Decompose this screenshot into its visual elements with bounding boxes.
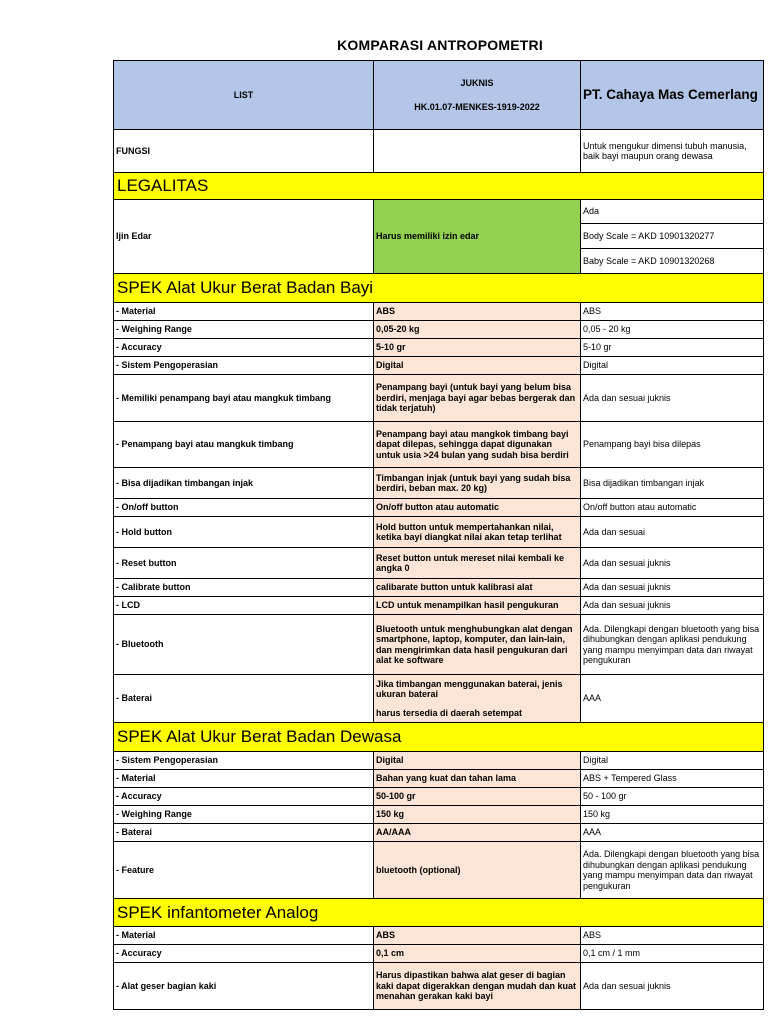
row-juknis: Penampang bayi (untuk bayi yang belum bisa berdiri, menjaga bayi agar bebas bergerak dan tidak terjatuh) (374, 375, 581, 422)
table-row (114, 517, 764, 548)
row-label: - Material (114, 770, 374, 788)
header-juknis-title: JUKNIS (460, 78, 494, 88)
row-label: - Baterai (114, 675, 374, 723)
row-label: - Weighing Range (114, 806, 374, 824)
table-row (114, 824, 764, 842)
row-label: - Material (114, 927, 374, 945)
row-juknis: Harus memiliki izin edar (374, 200, 581, 274)
row-label: - Reset button (114, 548, 374, 579)
row-vendor: ABS (581, 303, 764, 321)
row-vendor: ABS (581, 927, 764, 945)
row-label: - Baterai (114, 824, 374, 842)
row-juknis: Harus dipastikan bahwa alat geser di bagian kaki dapat digerakkan dengan mudah dan kuat menahan gerakan kaki bayi (374, 963, 581, 1010)
row-label: - Sistem Pengoperasian (114, 357, 374, 375)
table-row (114, 499, 764, 517)
table-row (114, 375, 764, 422)
row-vendor: AAA (581, 824, 764, 842)
table-row (114, 579, 764, 597)
row-juknis: On/off button atau automatic (374, 499, 581, 517)
table-row (114, 303, 764, 321)
header-vendor: PT. Cahaya Mas Cemerlang (581, 61, 764, 130)
row-label: - Alat geser bagian kaki (114, 963, 374, 1010)
row-label: - Calibrate button (114, 579, 374, 597)
row-label: - Accuracy (114, 788, 374, 806)
row-juknis: Reset button untuk mereset nilai kembali ke angka 0 (374, 548, 581, 579)
header-juknis (374, 61, 581, 130)
row-vendor: Ada. Dilengkapi dengan bluetooth yang bisa dihubungkan dengan aplikasi pendukung yang mampu menyimpan data dan riwayat pengukuran (581, 842, 764, 899)
row-juknis: Penampang bayi atau mangkok timbang bayi dapat dilepas, sehingga dapat digunakan untuk usia >24 bulan yang sudah bisa berdiri (374, 422, 581, 468)
table-row (114, 788, 764, 806)
row-juknis: 5-10 gr (374, 339, 581, 357)
row-vendor: ABS + Tempered Glass (581, 770, 764, 788)
row-label: - Sistem Pengoperasian (114, 752, 374, 770)
row-juknis: 0,05-20 kg (374, 321, 581, 339)
row-vendor: 150 kg (581, 806, 764, 824)
row-vendor: Penampang bayi bisa dilepas (581, 422, 764, 468)
section-row (114, 173, 764, 200)
row-vendor: Ada dan sesuai juknis (581, 579, 764, 597)
row-vendor: Ada dan sesuai juknis (581, 375, 764, 422)
row-label: - Bluetooth (114, 615, 374, 675)
table-row (114, 422, 764, 468)
row-juknis: 150 kg (374, 806, 581, 824)
header-row (114, 61, 764, 130)
table-row (114, 200, 764, 224)
row-vendor: Ada dan sesuai juknis (581, 963, 764, 1010)
row-vendor: 0,1 cm / 1 mm (581, 945, 764, 963)
section-row (114, 899, 764, 927)
row-vendor: Ada. Dilengkapi dengan bluetooth yang bisa dihubungkan dengan aplikasi pendukung yang mampu menyimpan data dan riwayat pengukuran (581, 615, 764, 675)
row-juknis: Timbangan injak (untuk bayi yang sudah bisa berdiri, beban max. 20 kg) (374, 468, 581, 499)
header-list: LIST (114, 61, 374, 130)
section-title: SPEK Alat Ukur Berat Badan Bayi (114, 274, 764, 303)
row-vendor: Bisa dijadikan timbangan injak (581, 468, 764, 499)
row-label: - Bisa dijadikan timbangan injak (114, 468, 374, 499)
row-juknis: LCD untuk menampilkan hasil pengukuran (374, 597, 581, 615)
header-juknis-code: HK.01.07-MENKES-1919-2022 (414, 101, 540, 112)
row-juknis: 0,1 cm (374, 945, 581, 963)
table-row (114, 806, 764, 824)
row-vendor: 0,05 - 20 kg (581, 321, 764, 339)
row-juknis: AA/AAA (374, 824, 581, 842)
row-juknis: Bahan yang kuat dan tahan lama (374, 770, 581, 788)
row-vendor: Untuk mengukur dimensi tubuh manusia, baik bayi maupun orang dewasa (581, 130, 764, 173)
table-row (114, 927, 764, 945)
section-title: LEGALITAS (114, 173, 764, 200)
section-title: SPEK infantometer Analog (114, 899, 764, 927)
row-label: - Hold button (114, 517, 374, 548)
table-row (114, 615, 764, 675)
section-row (114, 274, 764, 303)
table-row (114, 130, 764, 173)
row-juknis: Digital (374, 752, 581, 770)
row-juknis: Bluetooth untuk menghubungkan alat dengan smartphone, laptop, komputer, dan lain-lain, dan mengirimkan data hasil pengukuran dari alat ke software (374, 615, 581, 675)
table-row (114, 770, 764, 788)
row-vendor: Ada (581, 200, 764, 224)
table-row (114, 357, 764, 375)
row-label: FUNGSI (114, 130, 374, 173)
row-label: Ijin Edar (114, 200, 374, 274)
row-juknis (374, 130, 581, 173)
row-juknis (374, 675, 581, 723)
table-row (114, 468, 764, 499)
section-row (114, 723, 764, 752)
comparison-table (113, 60, 764, 1010)
row-vendor: Ada dan sesuai juknis (581, 548, 764, 579)
row-label: - Penampang bayi atau mangkuk timbang (114, 422, 374, 468)
row-juknis: Hold button untuk mempertahankan nilai, ketika bayi diangkat nilai akan tetap terlihat (374, 517, 581, 548)
table-row (114, 752, 764, 770)
row-juknis: 50-100 gr (374, 788, 581, 806)
row-label: - Accuracy (114, 339, 374, 357)
row-label: - Accuracy (114, 945, 374, 963)
row-juknis: calibarate button untuk kalibrasi alat (374, 579, 581, 597)
baterai-juknis-line-1: Jika timbangan menggunakan baterai, jenis ukuran baterai (376, 678, 563, 700)
row-vendor: Baby Scale = AKD 10901320268 (581, 249, 764, 274)
row-label: - On/off button (114, 499, 374, 517)
row-label: - Weighing Range (114, 321, 374, 339)
row-label: - Memiliki penampang bayi atau mangkuk timbang (114, 375, 374, 422)
row-vendor: 5-10 gr (581, 339, 764, 357)
row-vendor: Digital (581, 752, 764, 770)
table-row (114, 321, 764, 339)
row-juknis: ABS (374, 927, 581, 945)
section-title: SPEK Alat Ukur Berat Badan Dewasa (114, 723, 764, 752)
row-juknis: bluetooth (optional) (374, 842, 581, 899)
table-row (114, 548, 764, 579)
table-row (114, 675, 764, 723)
row-vendor: Ada dan sesuai (581, 517, 764, 548)
row-juknis: Digital (374, 357, 581, 375)
table-row (114, 945, 764, 963)
row-label: - Material (114, 303, 374, 321)
table-row (114, 842, 764, 899)
table-row (114, 339, 764, 357)
row-label: - LCD (114, 597, 374, 615)
baterai-juknis-line-2: harus tersedia di daerah setempat (376, 707, 523, 718)
row-label: - Feature (114, 842, 374, 899)
table-row (114, 963, 764, 1010)
row-vendor: On/off button atau automatic (581, 499, 764, 517)
row-vendor: Ada dan sesuai juknis (581, 597, 764, 615)
row-vendor: 50 - 100 gr (581, 788, 764, 806)
row-vendor: Body Scale = AKD 10901320277 (581, 224, 764, 249)
row-vendor: AAA (581, 675, 764, 723)
table-row (114, 597, 764, 615)
page-title: KOMPARASI ANTROPOMETRI (337, 37, 543, 53)
row-vendor: Digital (581, 357, 764, 375)
row-juknis: ABS (374, 303, 581, 321)
